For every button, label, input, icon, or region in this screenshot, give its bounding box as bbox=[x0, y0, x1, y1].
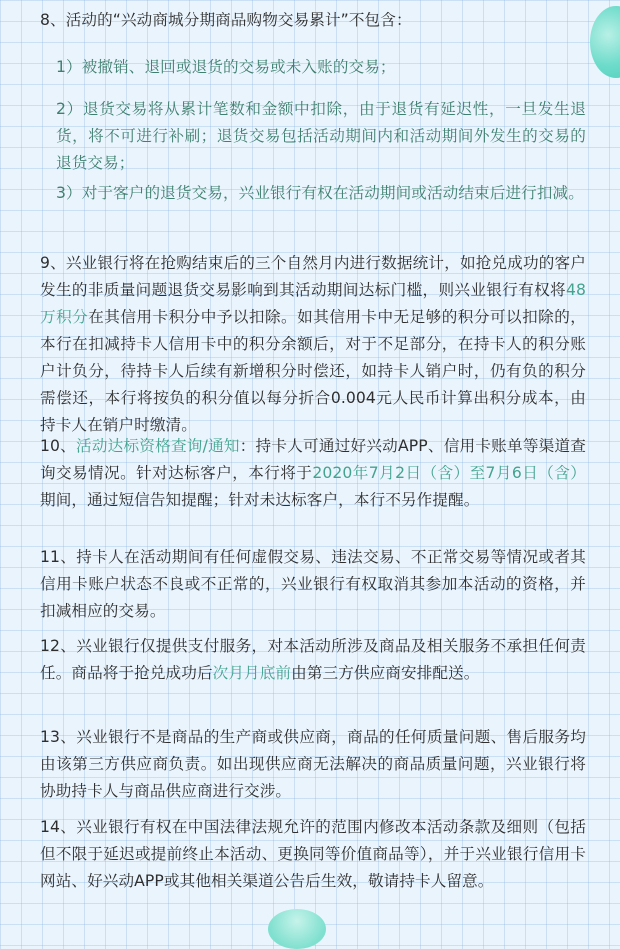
notification-date-range: 2020年7月2日（含）至7月6日（含） bbox=[312, 464, 586, 482]
term-item-10-text-b: 期间，通过短信告知提醒；针对未达标客户，本行不另作提醒。 bbox=[40, 491, 480, 509]
qualification-query-heading: 活动达标资格查询/通知 bbox=[76, 437, 240, 455]
term-item-10-number: 10、 bbox=[40, 437, 76, 455]
term-item-8-sub-2: 2）退货交易将从累计笔数和金额中扣除，由于退货有延迟性，一旦发生退货，将不可进行补刷；退货交易包括活动期间内和活动期间外发生的交易的退货交易； bbox=[56, 100, 586, 172]
term-item-8-sub-1: 1）被撤销、退回或退货的交易或未入账的交易； bbox=[56, 58, 396, 76]
term-item-11: 11、持卡人在活动期间有任何虚假交易、违法交易、不正常交易等情况或者其信用卡账户状态不良或不正常的，兴业银行有权取消其参加本活动的资格，并扣减相应的交易。 bbox=[40, 548, 586, 620]
decorative-teal-circle-bottom bbox=[268, 909, 326, 949]
term-item-9-text-b: 在其信用卡积分中予以扣除。如其信用卡中无足够的积分可以扣除的，本行在扣减持卡人信用卡中的积分余额后，对于不足部分，在持卡人的积分账户计负分，待持卡人后续有新增积分时偿还，如持卡人销户时，仍有负的积分需偿还，本行将按负的积分值以每分折合0.004元人民币计算出积分成本，由持卡人在销户时缴清。 bbox=[40, 308, 586, 434]
term-item-14: 14、兴业银行有权在中国法律法规允许的范围内修改本活动条款及细则（包括但不限于延迟或提前终止本活动、更换同等价值商品等），并于兴业银行信用卡网站、好兴动APP或其他相关渠道公告后生效，敬请持卡人留意。 bbox=[40, 818, 586, 890]
delivery-deadline-highlight: 次月月底前 bbox=[212, 664, 292, 682]
term-item-9-text-a: 9、兴业银行将在抢购结束后的三个自然月内进行数据统计，如抢兑成功的客户发生的非质量问题退货交易影响到其活动期间达标门槛，则兴业银行有权将 bbox=[40, 254, 586, 299]
term-item-10-text-a: ：持卡人可通过好兴动APP、信用卡账单等渠道查询交易情况。针对达标客户，本行将于 bbox=[40, 437, 586, 482]
term-item-12-text-b: 由第三方供应商安排配送。 bbox=[291, 664, 480, 682]
term-item-9 bbox=[40, 250, 586, 439]
decorative-teal-circle bbox=[590, 6, 620, 78]
term-item-8: 8、活动的“兴动商城分期商品购物交易累计”不包含： bbox=[40, 11, 412, 29]
term-item-13: 13、兴业银行不是商品的生产商或供应商，商品的任何质量问题、售后服务均由该第三方供应商负责。如出现供应商无法解决的商品质量问题，兴业银行将协助持卡人与商品供应商进行交涉。 bbox=[40, 728, 586, 800]
points-highlight: 48万积分 bbox=[40, 281, 586, 326]
term-item-10 bbox=[40, 433, 586, 514]
term-item-12-text-a: 12、兴业银行仅提供支付服务，对本活动所涉及商品及相关服务不承担任何责任。商品将于抢兑成功后 bbox=[40, 637, 586, 682]
term-item-12 bbox=[40, 633, 586, 687]
term-item-8-sub-3: 3）对于客户的退货交易，兴业银行有权在活动期间或活动结束后进行扣减。 bbox=[56, 184, 584, 202]
